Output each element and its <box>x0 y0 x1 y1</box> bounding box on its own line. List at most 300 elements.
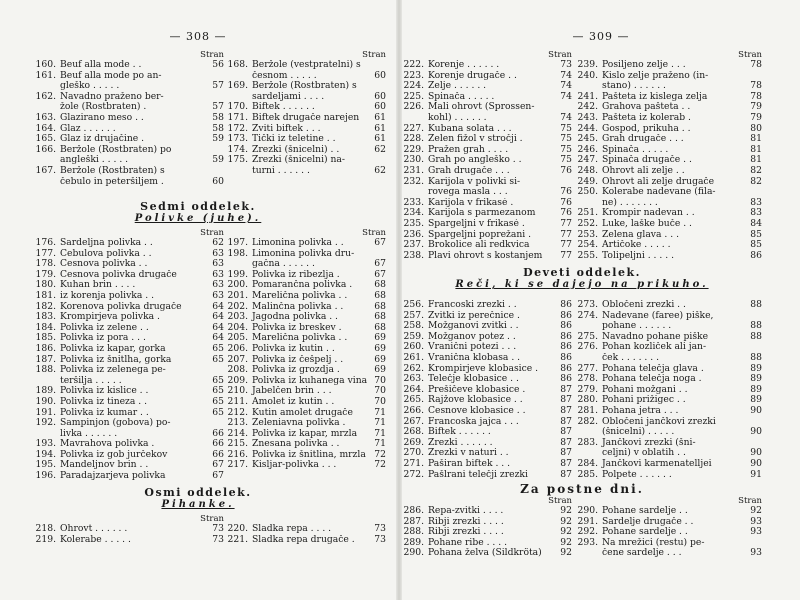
entry-title: Možganovi zvitki . . <box>428 321 519 332</box>
entry-number: 260. <box>403 342 424 353</box>
index-entry <box>576 364 762 375</box>
entry-number: 196. <box>35 471 56 482</box>
index-entry <box>576 145 762 156</box>
entry-page: 92 <box>560 548 572 559</box>
index-entry <box>226 439 386 450</box>
entry-title: (šnicelni) . . . . . <box>602 427 675 438</box>
entry-title: Zelena glava . . . <box>602 229 679 240</box>
index-entry <box>226 124 386 135</box>
entry-title: Možganov potez . . <box>428 331 516 342</box>
entry-number: 232. <box>403 176 424 187</box>
entry-title: Krompir nadevan . . <box>602 208 695 219</box>
entry-page: 60 <box>374 102 386 113</box>
entry-number: 285. <box>577 469 598 480</box>
index-entry <box>402 60 572 71</box>
index-entry <box>34 280 224 291</box>
index-entry <box>34 113 224 124</box>
index-entry <box>402 438 572 449</box>
entry-page: 88 <box>750 331 762 342</box>
index-entry <box>402 81 572 92</box>
index-entry <box>402 102 572 113</box>
entry-number: 201. <box>227 290 248 301</box>
index-entry <box>576 321 762 332</box>
index-entry <box>34 145 224 156</box>
entry-title: Beržole (Rostbraten) po <box>60 144 172 155</box>
entry-title: Polivka iz šnitlha, gorka <box>60 354 172 365</box>
index-entry <box>402 311 572 322</box>
index-entry <box>226 323 386 334</box>
entry-number: 198. <box>227 248 248 259</box>
entry-title: gleško . . . . . <box>60 81 120 92</box>
entry-page: 76 <box>560 165 572 176</box>
entry-title: Pohane sardelje . . <box>602 527 688 538</box>
entry-number: 164. <box>35 123 56 134</box>
entry-number: 254. <box>577 240 598 251</box>
entry-title: Beuf alla mode po an- <box>60 70 162 81</box>
index-entry <box>576 113 762 124</box>
entry-page: 61 <box>374 123 386 134</box>
entry-page: 87 <box>560 405 572 416</box>
entry-page: 87 <box>560 384 572 395</box>
entry-number: 175. <box>227 155 248 166</box>
entry-page: 86 <box>560 310 572 321</box>
entry-number: 292. <box>577 527 598 538</box>
entry-title: Grah po angleško . . <box>428 155 522 166</box>
entry-page: 63 <box>212 290 224 301</box>
index-entry <box>34 535 224 546</box>
index-entry <box>402 71 572 82</box>
entry-title: Kubana solata . . . <box>428 123 512 134</box>
index-entry <box>226 291 386 302</box>
entry-page: 71 <box>374 428 386 439</box>
section-title: Za postne dni. <box>520 482 644 496</box>
entry-page: 65 <box>212 386 224 397</box>
entry-page: 71 <box>374 418 386 429</box>
entry-number: 204. <box>227 322 248 333</box>
entry-page: 78 <box>750 91 762 102</box>
index-entry <box>402 332 572 343</box>
entry-number: 199. <box>227 269 248 280</box>
index-entry <box>402 506 572 517</box>
index-entry <box>34 439 224 450</box>
entry-title: Grah drugače . . . <box>602 134 684 145</box>
index-entry <box>34 177 224 188</box>
index-entry <box>402 219 572 230</box>
entry-number: 179. <box>35 269 56 280</box>
entry-number: 210. <box>227 386 248 397</box>
entry-page: 86 <box>560 321 572 332</box>
entry-page: 59 <box>212 134 224 145</box>
entry-title: Pomarančna polivka . <box>252 280 353 291</box>
entry-page: 90 <box>750 448 762 459</box>
index-column <box>34 514 224 545</box>
index-entry <box>34 376 224 387</box>
entry-page: 64 <box>212 322 224 333</box>
entry-number: 276. <box>577 342 598 353</box>
page-column-header: Stran <box>200 50 224 60</box>
index-column <box>226 524 386 545</box>
entry-page: 75 <box>560 123 572 134</box>
index-entry <box>226 259 386 270</box>
entry-title: Polivka iz šnitlina, mrzla <box>252 449 366 460</box>
entry-page: 57 <box>212 102 224 113</box>
entry-page: 92 <box>750 506 762 516</box>
index-column <box>402 496 572 559</box>
entry-title: Obločeni jančkovi zrezki <box>602 416 716 427</box>
entry-page: 63 <box>212 259 224 270</box>
entry-page: 92 <box>560 527 572 538</box>
entry-number: 189. <box>35 386 56 397</box>
entry-title: Zrezki (šnicelni) na- <box>252 155 346 166</box>
entry-page: 90 <box>750 405 762 416</box>
index-entry <box>226 302 386 313</box>
entry-page: 80 <box>750 123 762 134</box>
entry-number: 264. <box>403 384 424 395</box>
entry-title: Zrezki (šnicelni) . . <box>252 144 340 155</box>
entry-title: Pašlrani telečji zrezki <box>428 469 528 480</box>
entry-title: Pašteta iz kolerab . <box>602 112 691 123</box>
entry-number: 162. <box>35 91 56 102</box>
entry-number: 243. <box>577 112 598 123</box>
entry-page: 89 <box>750 363 762 374</box>
entry-page: 86 <box>560 342 572 353</box>
entry-page: 68 <box>374 322 386 333</box>
index-entry <box>34 238 224 249</box>
entry-number: 235. <box>403 218 424 229</box>
entry-number: 268. <box>403 427 424 438</box>
entry-page: 88 <box>750 300 762 310</box>
index-entry <box>576 81 762 92</box>
entry-number: 181. <box>35 290 56 301</box>
entry-page: 87 <box>560 458 572 469</box>
entry-number: 208. <box>227 365 248 376</box>
entry-number: 263. <box>403 374 424 385</box>
entry-title: Prešičeve klobasice . <box>428 384 526 395</box>
entry-page: 68 <box>374 301 386 312</box>
entry-title: Pohane ribe . . . . <box>428 537 508 548</box>
entry-page: 77 <box>560 229 572 240</box>
entry-title: Polivka iz kutin . . <box>252 343 335 354</box>
entry-page: 68 <box>374 312 386 323</box>
index-entry <box>226 376 386 387</box>
entry-page: 65 <box>212 375 224 386</box>
entry-page: 68 <box>374 290 386 301</box>
entry-title: Zviti biftek . . . <box>252 123 321 134</box>
index-entry <box>576 166 762 177</box>
entry-title: Kolerabe nadevane (fila- <box>602 187 716 198</box>
entry-page: 71 <box>374 439 386 450</box>
index-entry <box>576 427 762 438</box>
entry-number: 174. <box>227 144 248 155</box>
entry-title: Polivka iz zelenega pe- <box>60 365 166 376</box>
index-entry <box>576 548 762 559</box>
entry-page: 69 <box>374 333 386 344</box>
entry-page: 73 <box>374 534 386 545</box>
entry-page: 87 <box>560 469 572 480</box>
index-entry <box>34 450 224 461</box>
index-entry <box>576 417 762 428</box>
entry-number: 288. <box>403 527 424 538</box>
entry-title: angleški . . . . . <box>60 155 129 166</box>
entry-page: 59 <box>212 155 224 166</box>
entry-page: 89 <box>750 395 762 406</box>
entry-page: 77 <box>560 218 572 229</box>
entry-number: 258. <box>403 321 424 332</box>
index-entry <box>576 438 762 449</box>
index-entry <box>226 524 386 535</box>
entry-title: Karijola s parmezanom <box>428 208 536 219</box>
index-entry <box>576 134 762 145</box>
entry-page: 84 <box>750 218 762 229</box>
entry-page: 90 <box>750 458 762 469</box>
index-entry <box>402 240 572 251</box>
entry-number: 215. <box>227 439 248 450</box>
entry-title: Pohana telečja glava . <box>602 363 704 374</box>
entry-title: iz korenja polivka . . <box>60 290 154 301</box>
entry-number: 269. <box>403 437 424 448</box>
index-entry <box>402 517 572 528</box>
index-entry <box>576 155 762 166</box>
index-entry <box>576 300 762 311</box>
entry-title: Paširan biftek . . . <box>428 458 511 469</box>
index-entry <box>34 344 224 355</box>
right-page <box>402 0 800 600</box>
entry-page: 66 <box>212 439 224 450</box>
index-entry <box>576 92 762 103</box>
page-column-header: Stran <box>548 50 572 60</box>
entry-page: 72 <box>374 449 386 460</box>
index-entry <box>34 524 224 535</box>
entry-number: 182. <box>35 301 56 312</box>
entry-number: 236. <box>403 229 424 240</box>
entry-page: 77 <box>560 250 572 261</box>
entry-number: 275. <box>577 331 598 342</box>
entry-title: kohl) . . . . . . <box>428 112 487 123</box>
entry-page: 63 <box>212 248 224 259</box>
index-entry <box>402 187 572 198</box>
entry-title: Korenje drugače . . <box>428 70 517 81</box>
entry-title: Glaz iz drujačine . <box>60 134 145 145</box>
index-column <box>34 50 224 187</box>
entry-number: 272. <box>403 469 424 480</box>
index-entry <box>576 177 762 188</box>
entry-title: Grah drugače . . . <box>428 165 510 176</box>
entry-title: Biftek drugače narejen <box>252 112 360 123</box>
index-entry <box>34 471 224 482</box>
entry-title: Glazirano meso . . <box>60 112 144 123</box>
entry-title: Sampinjon (gobova) po- <box>60 418 171 429</box>
entry-page: 69 <box>374 343 386 354</box>
entry-number: 228. <box>403 134 424 145</box>
entry-page: 74 <box>560 112 572 123</box>
index-entry <box>226 408 386 419</box>
entry-title: Jančkovi karmenatelljei <box>602 458 712 469</box>
entry-number: 252. <box>577 218 598 229</box>
entry-number: 186. <box>35 343 56 354</box>
entry-title: rovega masla . . . <box>428 187 508 198</box>
entry-number: 289. <box>403 537 424 548</box>
entry-page: 87 <box>560 416 572 427</box>
entry-page: 67 <box>212 471 224 482</box>
entry-title: teršilja . . . . . <box>60 375 122 386</box>
entry-page: 73 <box>560 60 572 70</box>
index-entry <box>402 251 572 262</box>
index-entry <box>226 386 386 397</box>
entry-title: Polivka iz zelene . . <box>60 322 149 333</box>
entry-title: Limonina polivka . . <box>252 238 344 248</box>
entry-page: 86 <box>560 300 572 310</box>
entry-page: 89 <box>750 374 762 385</box>
index-entry <box>576 353 762 364</box>
entry-page: 60 <box>212 176 224 187</box>
entry-number: 281. <box>577 405 598 416</box>
entry-page: 64 <box>212 301 224 312</box>
entry-number: 213. <box>227 418 248 429</box>
index-entry <box>226 365 386 376</box>
index-entry <box>226 102 386 113</box>
section-subtitle: Reči, ki se dajejo na prikuho. <box>455 279 709 290</box>
entry-number: 261. <box>403 352 424 363</box>
index-entry <box>226 270 386 281</box>
entry-number: 219. <box>35 534 56 545</box>
entry-number: 193. <box>35 439 56 450</box>
entry-number: 247. <box>577 155 598 166</box>
entry-title: Artičoke . . . . . <box>602 240 671 251</box>
index-entry <box>226 113 386 124</box>
index-entry <box>34 60 224 71</box>
index-column <box>576 496 762 559</box>
index-entry <box>576 311 762 322</box>
index-entry <box>576 517 762 528</box>
entry-number: 273. <box>577 300 598 310</box>
entry-number: 223. <box>403 70 424 81</box>
entry-title: Pražen grah . . . . <box>428 144 509 155</box>
index-entry <box>402 177 572 188</box>
entry-number: 280. <box>577 395 598 406</box>
index-entry <box>402 406 572 417</box>
entry-page: 72 <box>374 460 386 471</box>
entry-title: Gospod, prikuha . . <box>602 123 691 134</box>
index-entry <box>34 323 224 334</box>
index-entry <box>34 155 224 166</box>
index-entry <box>402 448 572 459</box>
entry-title: Krompirjeva polivka . <box>60 312 160 323</box>
index-entry <box>576 251 762 262</box>
index-entry <box>402 321 572 332</box>
entry-number: 244. <box>577 123 598 134</box>
entry-number: 231. <box>403 165 424 176</box>
entry-page: 58 <box>212 123 224 134</box>
entry-number: 274. <box>577 310 598 321</box>
entry-number: 190. <box>35 396 56 407</box>
entry-page: 60 <box>374 91 386 102</box>
entry-number: 270. <box>403 448 424 459</box>
entry-number: 217. <box>227 460 248 471</box>
entry-page: 79 <box>750 112 762 123</box>
index-entry <box>34 460 224 471</box>
index-entry <box>226 71 386 82</box>
entry-title: turni . . . . . . <box>252 165 310 176</box>
entry-title: Glaz . . . . . . <box>60 123 116 134</box>
index-entry <box>34 312 224 323</box>
index-entry <box>226 460 386 471</box>
index-entry <box>402 427 572 438</box>
entry-title: Rajžove klobasice . . <box>428 395 523 406</box>
index-entry <box>34 81 224 92</box>
entry-page: 64 <box>212 312 224 323</box>
entry-number: 227. <box>403 123 424 134</box>
entry-number: 253. <box>577 229 598 240</box>
entry-number: 220. <box>227 524 248 534</box>
entry-number: 266. <box>403 405 424 416</box>
index-entry <box>576 71 762 82</box>
entry-title: Jagodna polivka . . <box>252 312 338 323</box>
entry-title: Zvitki iz perečnice . <box>428 310 520 321</box>
index-entry <box>34 102 224 113</box>
index-entry <box>402 155 572 166</box>
entry-title: Pohana jetra . . . <box>602 405 679 416</box>
entry-page: 82 <box>750 165 762 176</box>
entry-number: 229. <box>403 144 424 155</box>
index-entry <box>576 198 762 209</box>
entry-page: 86 <box>560 374 572 385</box>
entry-title: Pohane sardelje . . <box>602 506 688 516</box>
entry-number: 262. <box>403 363 424 374</box>
entry-page: 65 <box>212 407 224 418</box>
entry-number: 176. <box>35 238 56 248</box>
entry-page: 64 <box>212 333 224 344</box>
entry-page: 75 <box>560 144 572 155</box>
entry-title: Luke, laške buče . . <box>602 218 692 229</box>
entry-page: 88 <box>750 352 762 363</box>
entry-page: 61 <box>374 134 386 145</box>
entry-title: Kisljar-polivka . . . <box>252 460 337 471</box>
entry-title: Francoski zrezki . . <box>428 300 517 310</box>
entry-title: Grahova pašteta . . <box>602 102 691 113</box>
index-entry <box>34 355 224 366</box>
entry-number: 248. <box>577 165 598 176</box>
entry-title: Zelje . . . . . . <box>428 81 487 92</box>
entry-title: Nadevane (faree) piške, <box>602 310 714 321</box>
entry-title: pohane . . . . . . <box>602 321 672 332</box>
index-entry <box>34 270 224 281</box>
entry-number: 283. <box>577 437 598 448</box>
entry-page: 56 <box>212 60 224 70</box>
entry-number: 237. <box>403 240 424 251</box>
entry-title: Ohrovt ali zelje drugače <box>602 176 715 187</box>
entry-page: 74 <box>560 70 572 81</box>
index-entry <box>34 249 224 260</box>
entry-title: Polivka iz kislice . . <box>60 386 149 397</box>
index-entry <box>402 300 572 311</box>
entry-title: Polivka iz grozdja . <box>252 365 340 376</box>
entry-number: 185. <box>35 333 56 344</box>
index-entry <box>402 459 572 470</box>
index-column <box>226 228 386 471</box>
entry-page: 75 <box>560 155 572 166</box>
entry-title: Pohani možgani . . <box>602 384 688 395</box>
entry-page: 62 <box>212 238 224 248</box>
index-entry <box>576 448 762 459</box>
entry-number: 187. <box>35 354 56 365</box>
index-entry <box>34 302 224 313</box>
entry-page: 85 <box>750 240 762 251</box>
index-entry <box>226 344 386 355</box>
entry-title: Mali ohrovt (Sprossen- <box>428 102 535 113</box>
index-entry <box>576 527 762 538</box>
entry-title: Polivka iz češpelj . . <box>252 354 344 365</box>
index-entry <box>226 355 386 366</box>
